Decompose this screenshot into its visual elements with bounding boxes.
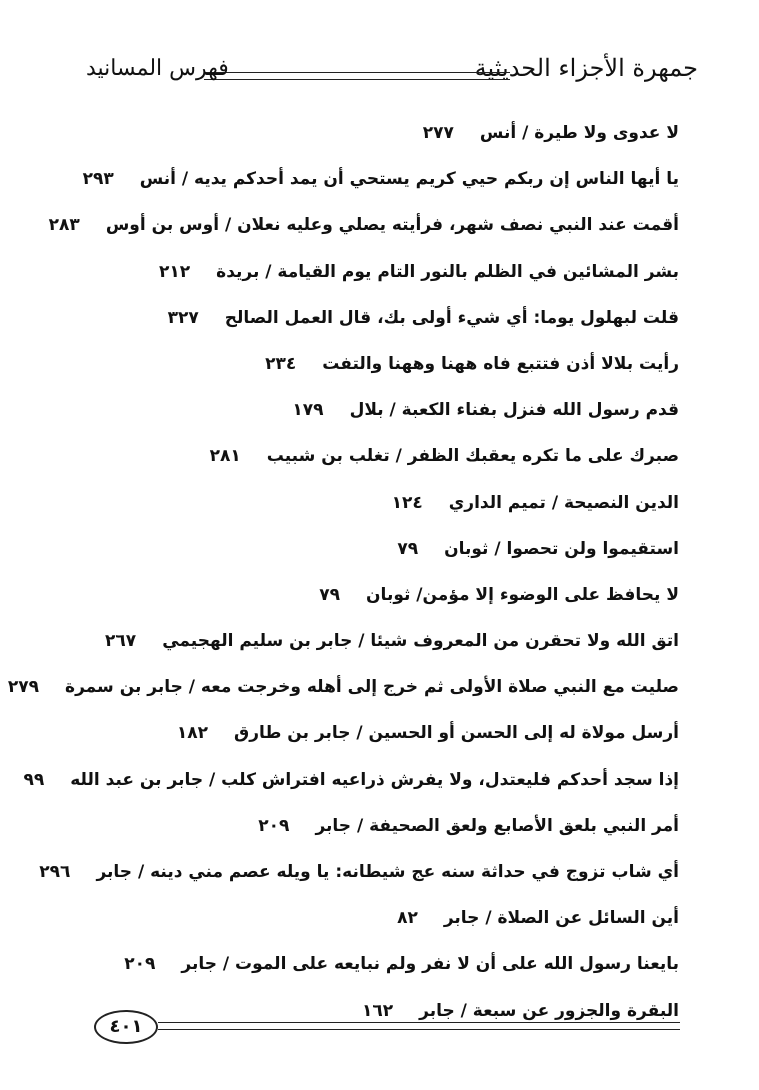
entry-page-number: ١٧٩ (292, 400, 324, 421)
index-entry (79, 110, 679, 156)
book-title: جمهرة الأجزاء الحديثية (474, 54, 698, 82)
index-entry (79, 895, 679, 941)
entry-text: أرسل مولاة له إلى الحسن أو الحسين / جابر بن طارق (234, 723, 679, 744)
index-entry (79, 387, 679, 433)
hadith-index-list (7, 110, 679, 1034)
index-entry (79, 803, 679, 849)
index-entry (79, 341, 679, 387)
entry-page-number: ٣٢٧ (167, 307, 199, 328)
entry-page-number: ٢٦٧ (105, 631, 137, 652)
entry-text: رأيت بلالا أذن فتتبع فاه ههنا وههنا والتفت (322, 353, 679, 374)
entry-text: أي شاب تزوج في حداثة سنه عج شيطانه: يا ويله عصم مني دينه / جابر (96, 862, 679, 882)
index-entry (48, 202, 679, 248)
entry-text: أمر النبي بلعق الأصابع ولعق الصحيفة / جابر (315, 815, 679, 836)
entry-text: أين السائل عن الصلاة / جابر (443, 908, 679, 929)
index-entry (23, 757, 679, 803)
index-entry (79, 156, 679, 202)
entry-text: يا أيها الناس إن ربكم حيي كريم يستحي أن يمد أحدكم يديه / أنس (139, 169, 679, 190)
index-entry (79, 572, 679, 618)
section-title: فهرس المسانيد (86, 56, 229, 81)
index-entry (79, 618, 679, 664)
entry-page-number: ٢٠٩ (258, 815, 290, 836)
entry-page-number: ٢٨١ (209, 446, 241, 467)
entry-text: أقمت عند النبي نصف شهر، فرأيته يصلي وعليه نعلان / أوس بن أوس (105, 215, 679, 236)
index-entry (79, 480, 679, 526)
index-entry (79, 710, 679, 756)
index-entry (79, 433, 679, 479)
entry-text: البقرة والجزور عن سبعة / جابر (419, 1000, 679, 1021)
entry-text: اتق الله ولا تحقرن من المعروف شيئا / جابر بن سليم الهجيمي (162, 631, 679, 652)
entry-text: لا عدوى ولا طيرة / أنس (479, 123, 679, 143)
index-entry (7, 664, 679, 710)
entry-page-number: ٢٠٩ (124, 954, 156, 975)
entry-text: لا يحافظ على الوضوء إلا مؤمن/ ثوبان (366, 584, 679, 605)
entry-page-number: ٢٩٣ (82, 169, 114, 190)
page-number-badge: ٤٠١ (94, 1010, 158, 1044)
entry-text: قلت لبهلول يوما: أي شيء أولى بك، قال العمل الصالح (224, 307, 679, 328)
index-entry (79, 249, 679, 295)
index-entry (79, 295, 679, 341)
entry-page-number: ٢٣٤ (265, 353, 297, 374)
entry-page-number: ٧٩ (397, 538, 419, 559)
index-entry (39, 849, 679, 895)
entry-text: صبرك على ما تكره يعقبك الظفر / تغلب بن شبيب (266, 446, 679, 467)
entry-text: بايعنا رسول الله على أن لا نفر ولم نبايعه على الموت / جابر (181, 954, 679, 975)
entry-text: قدم رسول الله فنزل بفناء الكعبة / بلال (349, 400, 679, 421)
entry-text: إذا سجد أحدكم فليعتدل، ولا يفرش ذراعيه افتراش كلب / جابر بن عبد الله (70, 769, 679, 790)
entry-text: بشر المشائين في الظلم بالنور التام يوم القيامة / بريدة (216, 261, 679, 282)
entry-page-number: ١٦٢ (362, 1000, 394, 1021)
entry-page-number: ٧٩ (319, 584, 341, 605)
footer-double-rule (158, 1022, 680, 1030)
header-double-rule (204, 72, 510, 80)
entry-page-number: ٢٨٣ (48, 215, 80, 236)
entry-page-number: ١٢٤ (391, 492, 423, 513)
entry-text: استقيموا ولن تحصوا / ثوبان (444, 538, 679, 559)
entry-page-number: ٨٢ (397, 908, 418, 929)
entry-page-number: ١٨٢ (176, 723, 208, 744)
entry-page-number: ٢٩٦ (39, 862, 71, 882)
entry-page-number: ٢٧٧ (422, 123, 454, 143)
entry-page-number: ٢١٢ (159, 261, 191, 282)
entry-page-number: ٢٧٩ (7, 677, 40, 698)
index-entry (79, 941, 679, 987)
page-footer (86, 1010, 680, 1046)
entry-page-number: ٩٩ (23, 769, 45, 790)
entry-text: الدين النصيحة / تميم الداري (448, 492, 679, 513)
page-header (86, 52, 698, 92)
index-entry (79, 526, 679, 572)
entry-text: صليت مع النبي صلاة الأولى ثم خرج إلى أهله وخرجت معه / جابر بن سمرة (65, 677, 679, 698)
